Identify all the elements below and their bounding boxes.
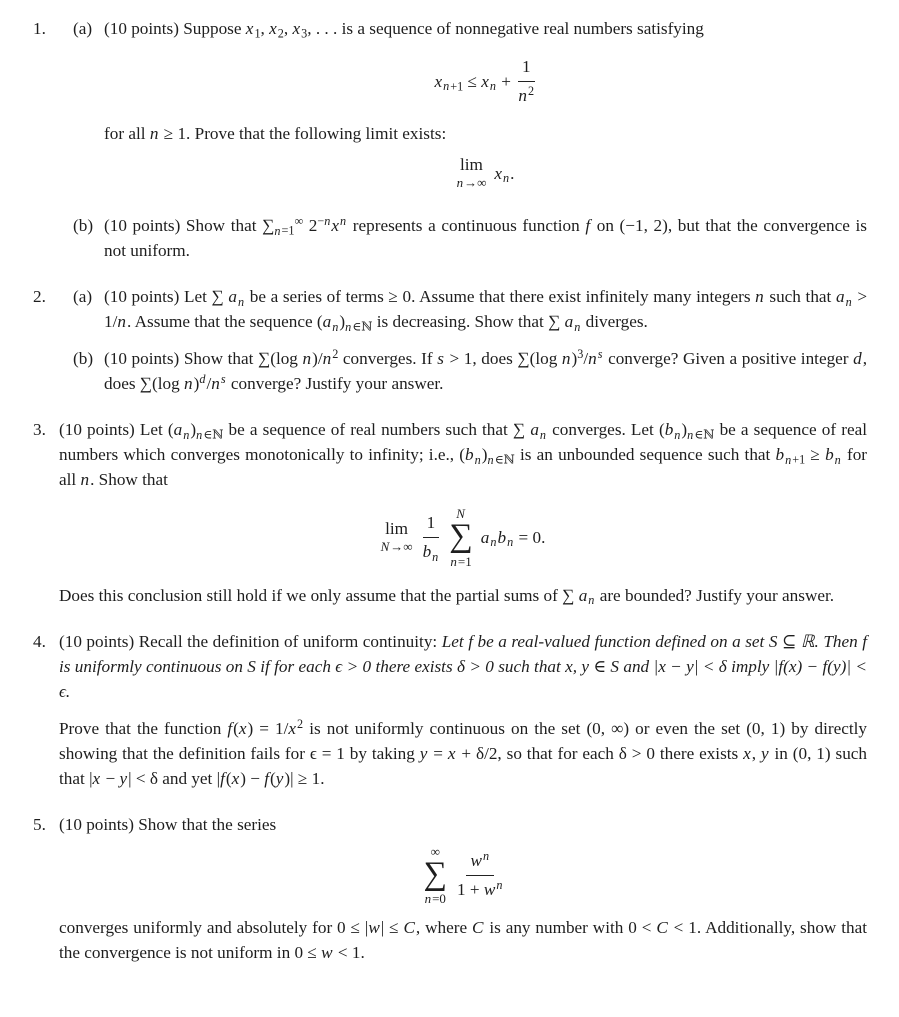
recurrence-fraction xyxy=(518,54,535,108)
problem-1b-label: (b) xyxy=(73,216,94,236)
problem-3-body xyxy=(59,417,867,607)
fraction-denominator: $b_n$ xyxy=(422,542,439,564)
problem-2b-text: (10 points) Show that ∑(log $n)/n^2$ converges. If s > 1, does ∑(log $n)^3/n^s$ converge? Given a positive integer d, does ∑(log $n)^d/n^s$ converge? Justify your answer. xyxy=(104,347,868,394)
summation-body: $a_nb_n = 0$. xyxy=(480,527,546,550)
problem-2b-body xyxy=(104,346,867,396)
problem-2a-body xyxy=(104,284,867,334)
problem-3-number: 3. xyxy=(33,420,46,440)
limit-body: $x_n$. xyxy=(494,163,515,186)
limit-sum-equation xyxy=(59,507,867,567)
summation-upper-limit: ∞ xyxy=(430,843,440,859)
problem-1a-body xyxy=(104,16,867,201)
problem-2 xyxy=(33,284,867,396)
problem-1a-text1: (10 points) Suppose $x_1$, $x_2$, $x_3$, . . . is a sequence of nonnegative real numbers satisfying xyxy=(104,19,704,41)
summation-operator xyxy=(449,507,473,567)
lim-word: lim xyxy=(460,155,483,174)
problem-2a-label: (a) xyxy=(73,287,93,307)
problem-3 xyxy=(33,417,867,607)
sigma-symbol: ∑ xyxy=(423,855,448,892)
summation-lower-limit: n=0 xyxy=(424,890,446,906)
problem-5-number: 5. xyxy=(33,814,46,834)
problem-2b-label: (b) xyxy=(73,349,94,369)
problem-1b xyxy=(73,213,867,263)
series-term-fraction xyxy=(457,848,503,902)
limit-operator xyxy=(457,156,487,190)
problem-2a xyxy=(73,284,867,334)
sigma-symbol: ∑ xyxy=(449,518,473,555)
problem-4-text2: Prove that the function $f(x) = 1/x^2$ is not uniformly continuous on the set (0, ∞) or even the set (0, 1) by directly showing that the definition fails for ϵ = 1 by taking y = x + δ/2, so that for each δ > 0 there exists x, y in (0, 1) such that |x − y| < δ and yet |f(x) − f(y)| ≥ 1. xyxy=(59,716,868,788)
problem-4 xyxy=(33,629,867,791)
recurrence-lhs: $x_{n+1} \le x_n$ + xyxy=(434,71,511,93)
summation-operator xyxy=(424,845,448,905)
problem-3-text2: Does this conclusion still hold if we only assume that the partial sums of ∑ $a_n$ are bounded? Justify your answer. xyxy=(59,585,835,607)
problem-4-number: 4. xyxy=(33,631,46,651)
problem-1a xyxy=(73,16,867,201)
problem-1b-text: (10 points) Show that $\sum_{n=1}^\infty$ $2^{-n}x^n$ represents a continuous function f on (−1, 2), but that the convergence is not uniform. xyxy=(104,214,867,261)
problem-4-text1: (10 points) Recall the definition of uniform continuity: Let f be a real-valued function defined on a set S ⊆ ℝ. Then f is uniformly continuous on S if for each ϵ > 0 there exists δ > 0 such that x, y ∈ S and |x − y| < δ imply |f(x) − f(y)| < ϵ. xyxy=(59,631,867,701)
problem-1 xyxy=(33,16,867,263)
limit-operator xyxy=(381,520,413,554)
problem-5-text1: (10 points) Show that the series xyxy=(59,814,277,834)
problem-5 xyxy=(33,812,867,965)
problem-2-body xyxy=(73,284,867,396)
lim-subscript: N→∞ xyxy=(380,539,413,555)
problem-3-text1: (10 points) Let $(a_n)_{n\in ℕ}$ be a sequence of real numbers such that ∑ $a_n$ converges. Let $(b_n)_{n\in ℕ}$ be a sequence of real numbers which converges monotonically to infinity; i.e., $(b_n)_{n\in ℕ}$ is an unbounded sequence such that $b_{n+1} \ge b_n$ for all n. Show that xyxy=(59,420,868,490)
fraction-numerator: 1 xyxy=(423,510,440,538)
problem-1-number: 1. xyxy=(33,19,46,38)
lim-subscript: n→∞ xyxy=(456,174,487,190)
fraction-denominator: $1 + w^n$ xyxy=(457,877,503,899)
fraction-numerator: $w^n$ xyxy=(466,848,494,876)
limit-equation xyxy=(104,156,867,190)
problem-1b-body xyxy=(104,213,867,263)
problem-2a-text: (10 points) Let ∑ $a_n$ be a series of terms ≥ 0. Assume that there exist infinitely many integers n such that $a_n > 1/n$. Assume that the sequence $(a_n)_{n\in ℕ}$ is decreasing. Show that ∑ $a_n$ diverges. xyxy=(104,287,868,334)
lim-word: lim xyxy=(385,519,409,539)
summation-upper-limit: N xyxy=(456,506,465,522)
coefficient-fraction xyxy=(423,510,440,564)
problem-2-number: 2. xyxy=(33,287,46,307)
problem-4-body xyxy=(59,629,867,791)
problem-1a-label: (a) xyxy=(73,19,93,38)
summation-lower-limit: n=1 xyxy=(450,553,472,569)
fraction-numerator: 1 xyxy=(518,54,535,82)
problem-1-body xyxy=(73,16,867,263)
problem-2b xyxy=(73,346,867,396)
problem-5-text2: converges uniformly and absolutely for 0 ≤ |w| ≤ C, where C is any number with 0 < C < 1. Additionally, show that the convergence is not uniform in 0 ≤ w < 1. xyxy=(59,917,867,962)
problem-1a-text2: for all n ≥ 1. Prove that the following limit exists: xyxy=(104,124,447,143)
recurrence-equation xyxy=(104,54,867,108)
problem-5-body xyxy=(59,812,867,965)
series-equation xyxy=(59,845,867,905)
fraction-denominator: $n^2$ xyxy=(518,83,535,105)
